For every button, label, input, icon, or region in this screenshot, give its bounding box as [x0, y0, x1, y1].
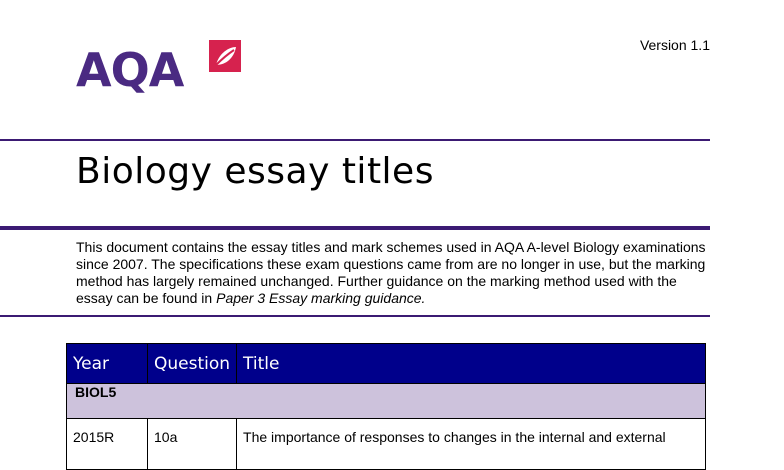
table-row: [67, 419, 706, 470]
intro-reference: Paper 3 Essay marking guidance.: [216, 290, 426, 306]
cell-year: 2015R: [67, 419, 148, 470]
divider: [0, 315, 710, 317]
column-header-year: Year: [67, 344, 148, 384]
aqa-logo: [76, 38, 246, 98]
page-title: Biology essay titles: [76, 151, 434, 192]
leaf-logo-icon: [207, 38, 243, 74]
divider: [0, 139, 710, 141]
column-header-question: Question: [148, 344, 237, 384]
intro-text: This document contains the essay titles and mark schemes used in AQA A-level Biology examinations since 2007. The specifications these exam questions came from are no longer in use, but the marking method has largely remained unchanged. Further guidance on the marking method used with the essay can be found in: [76, 239, 706, 306]
cell-question: 10a: [148, 419, 237, 470]
table-header-row: [67, 344, 706, 384]
logo-text: AQA: [76, 43, 184, 97]
essay-titles-table: [66, 343, 706, 470]
section-row: [67, 384, 706, 419]
cell-title: The importance of responses to changes in the internal and external: [237, 419, 706, 470]
version-label: Version 1.1: [639, 37, 710, 53]
intro-paragraph: [76, 239, 706, 307]
divider: [0, 226, 710, 230]
section-label: BIOL5: [67, 384, 706, 419]
column-header-title: Title: [237, 344, 706, 384]
